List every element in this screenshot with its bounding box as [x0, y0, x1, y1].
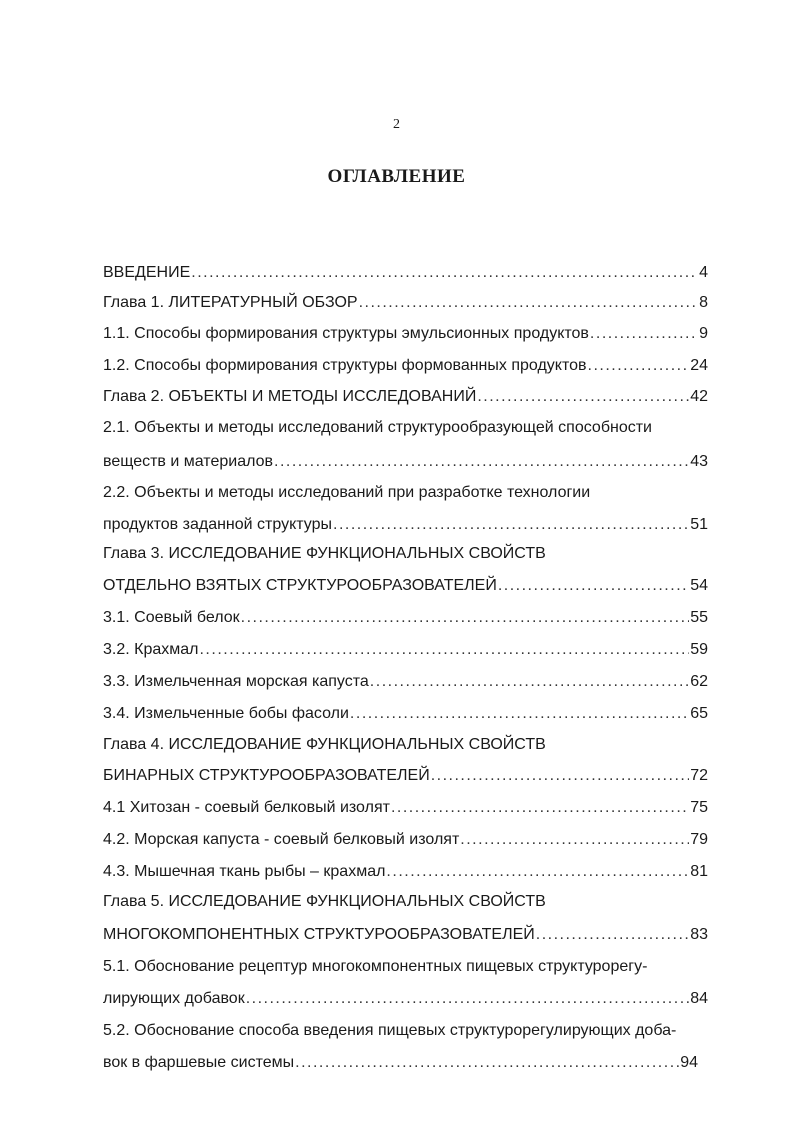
dot-leader [350, 703, 689, 725]
toc-entry-text: 4.1 Хитозан - соевый белковый изолят [103, 799, 390, 816]
toc-entry-text: 3.1. Соевый белок [103, 609, 240, 626]
toc-entry [103, 543, 708, 565]
toc-entry [103, 262, 708, 284]
toc-entry [103, 671, 708, 693]
dot-leader [199, 639, 689, 661]
toc-entry [103, 386, 708, 408]
toc-entry-page: 9 [699, 325, 708, 342]
toc-entry [103, 829, 708, 851]
toc-entry-text: 1.1. Способы формирования структуры эмульсионных продуктов [103, 325, 589, 342]
toc-entry-page: 75 [690, 799, 708, 816]
toc-entry [103, 988, 708, 1010]
toc-entry-text: веществ и материалов [103, 453, 273, 470]
toc-entry-text: Глава 3. ИССЛЕДОВАНИЕ ФУНКЦИОНАЛЬНЫХ СВОЙСТВ [103, 545, 546, 562]
dot-leader [498, 575, 689, 597]
toc-entry [103, 1052, 698, 1074]
dot-leader [191, 262, 698, 284]
dot-leader [274, 451, 689, 473]
toc-entry [103, 355, 708, 377]
toc-entry-page: 24 [690, 357, 708, 374]
dot-leader [359, 292, 699, 314]
dot-leader [386, 861, 689, 883]
toc-entry [103, 765, 708, 787]
toc-entry-text: 5.2. Обоснование способа введения пищевых структурорегулирующих доба- [103, 1022, 677, 1039]
toc-entry-text: Глава 2. ОБЪЕКТЫ И МЕТОДЫ ИССЛЕДОВАНИЙ [103, 388, 477, 405]
toc-entry-page: 42 [690, 388, 708, 405]
toc-entry-page: 62 [690, 673, 708, 690]
toc-entry-text: 3.3. Измельченная морская капуста [103, 673, 369, 690]
toc-entry-page: 4 [699, 264, 708, 281]
dot-leader [370, 671, 689, 693]
toc-entry-text: МНОГОКОМПОНЕНТНЫХ СТРУКТУРООБРАЗОВАТЕЛЕЙ [103, 926, 535, 943]
toc-entry [103, 482, 708, 504]
toc-entry-page: 79 [690, 831, 708, 848]
dot-leader [391, 797, 689, 819]
toc-entry-page: 94 [680, 1054, 698, 1071]
toc-entry [103, 417, 708, 439]
toc-entry-text: 4.2. Морская капуста - соевый белковый изолят [103, 831, 460, 848]
toc-entry-text: 2.1. Объекты и методы исследований структурообразующей способности [103, 419, 652, 436]
toc-entry [103, 639, 708, 661]
toc-entry-page: 51 [690, 516, 708, 533]
dot-leader [333, 514, 689, 536]
toc-entry [103, 514, 708, 536]
toc-entry-text: продуктов заданной структуры [103, 516, 332, 533]
toc-entry-text: 5.1. Обоснование рецептур многокомпонентных пищевых структурорегу- [103, 958, 648, 975]
toc-entry-text: 3.2. Крахмал [103, 641, 199, 658]
dot-leader [536, 924, 689, 946]
toc-entry [103, 924, 708, 946]
toc-entry [103, 956, 708, 978]
toc-entry-page: 59 [690, 641, 708, 658]
page-title: ОГЛАВЛЕНИЕ [327, 166, 466, 187]
toc-entry-text: лирующих добавок [103, 990, 245, 1007]
dot-leader [460, 829, 689, 851]
toc-entry-text: 4.3. Мышечная ткань рыбы – крахмал [103, 863, 386, 880]
toc-entry [103, 1020, 708, 1042]
toc-entry [103, 703, 708, 725]
page-number: 2 [393, 117, 400, 132]
toc-entry-text: 2.2. Объекты и методы исследований при разработке технологии [103, 484, 591, 501]
toc-entry-text: ОТДЕЛЬНО ВЗЯТЫХ СТРУКТУРООБРАЗОВАТЕЛЕЙ [103, 577, 497, 594]
toc-entry-page: 65 [690, 705, 708, 722]
toc-entry-text: 1.2. Способы формирования структуры формованных продуктов [103, 357, 587, 374]
dot-leader [241, 607, 690, 629]
toc-entry-text: Глава 1. ЛИТЕРАТУРНЫЙ ОБЗОР [103, 294, 358, 311]
dot-leader [588, 355, 690, 377]
toc-entry [103, 607, 708, 629]
dot-leader [477, 386, 689, 408]
toc-entry-page: 81 [690, 863, 708, 880]
dot-leader [246, 988, 690, 1010]
toc-entry-text: Глава 4. ИССЛЕДОВАНИЕ ФУНКЦИОНАЛЬНЫХ СВОЙСТВ [103, 736, 546, 753]
toc-entry [103, 891, 708, 913]
dot-leader [431, 765, 690, 787]
toc-entry-page: 84 [690, 990, 708, 1007]
toc-entry-text: 3.4. Измельченные бобы фасоли [103, 705, 349, 722]
toc-entry [103, 323, 708, 345]
toc-entry [103, 797, 708, 819]
toc-entry-page: 54 [690, 577, 708, 594]
toc-entry-page: 72 [690, 767, 708, 784]
toc-entry [103, 292, 708, 314]
toc-entry-text: БИНАРНЫХ СТРУКТУРООБРАЗОВАТЕЛЕЙ [103, 767, 430, 784]
toc-entry-page: 43 [690, 453, 708, 470]
toc-entry-page: 55 [690, 609, 708, 626]
dot-leader [295, 1052, 679, 1074]
dot-leader [590, 323, 698, 345]
toc-entry-text: Глава 5. ИССЛЕДОВАНИЕ ФУНКЦИОНАЛЬНЫХ СВОЙСТВ [103, 893, 546, 910]
toc-entry-text: ВВЕДЕНИЕ [103, 264, 191, 281]
toc-entry-page: 83 [690, 926, 708, 943]
toc-entry [103, 734, 708, 756]
toc-entry-page: 8 [699, 294, 708, 311]
toc-entry [103, 451, 708, 473]
toc-entry-text: вок в фаршевые системы [103, 1054, 295, 1071]
toc-entry [103, 575, 708, 597]
toc-entry [103, 861, 708, 883]
